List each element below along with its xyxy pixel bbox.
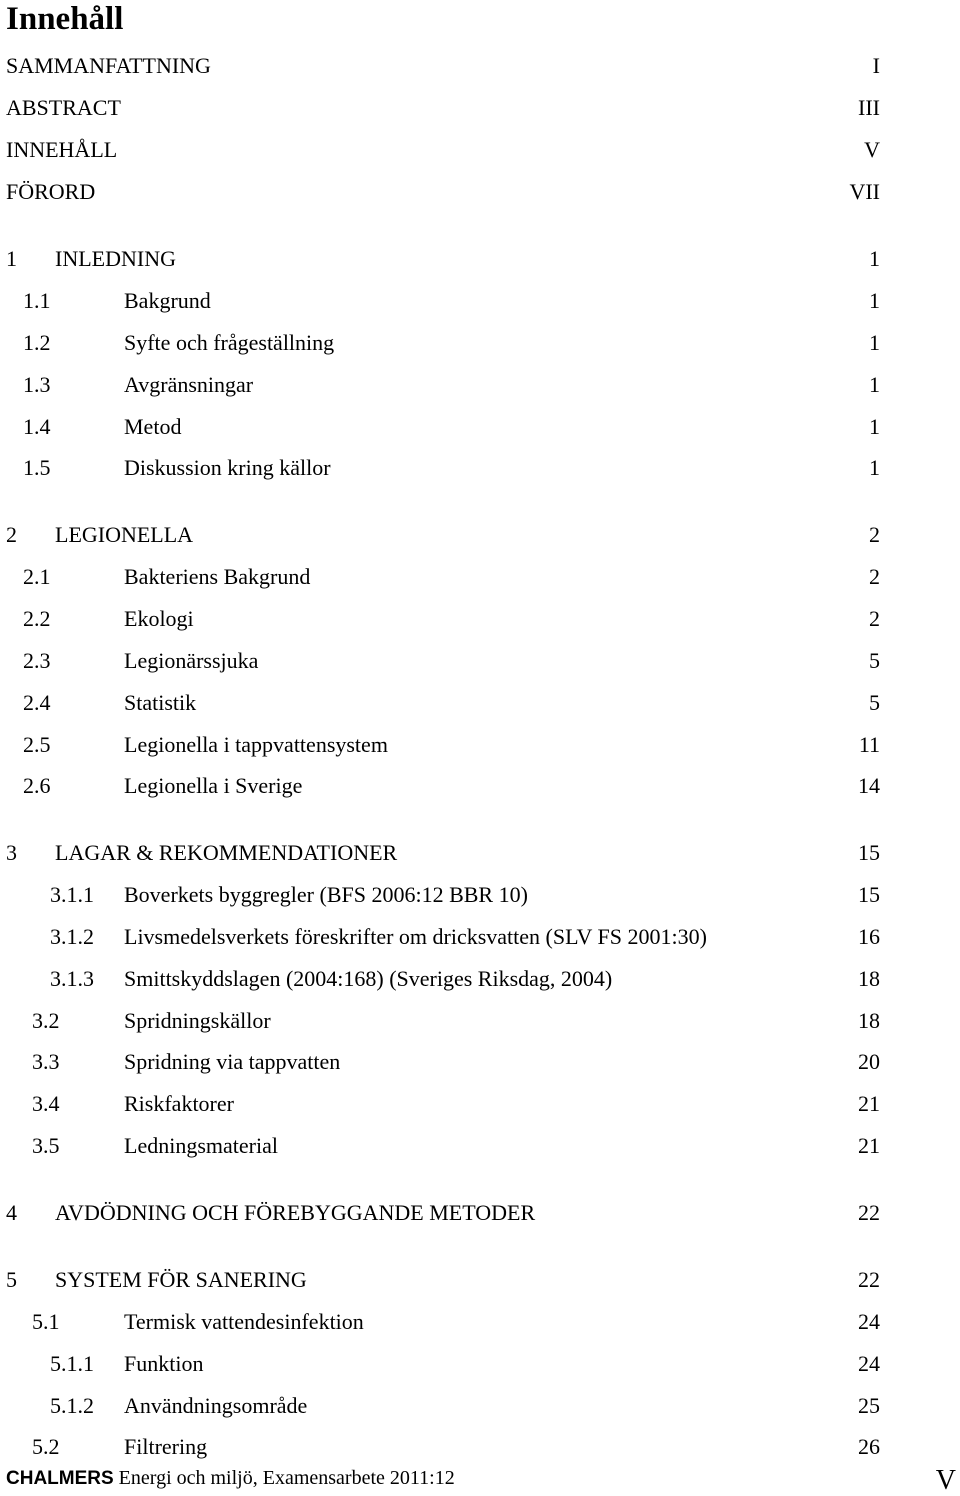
toc-entry-section[interactable] [0,688,960,718]
toc-entry-number: 1.3 [23,372,51,397]
toc-entry-number: 1 [6,246,17,271]
toc-entry-page: 16 [858,924,880,949]
toc-entry-page: 24 [858,1309,880,1334]
toc-entry-number: 1.1 [23,288,51,313]
toc-entry-number: 3.2 [32,1008,60,1033]
toc-entry-section[interactable] [0,771,960,801]
toc-entry-page: 18 [858,1008,880,1033]
toc-entry-number: 3.3 [32,1049,60,1074]
toc-entry-title: Avgränsningar [124,372,254,397]
toc-entry-title: INNEHÅLL [6,137,118,162]
toc-entry-chapter[interactable] [0,520,960,550]
toc-entry-page: 20 [858,1049,880,1074]
page-footer [6,1465,455,1492]
toc-entry-page: 5 [869,690,880,715]
toc-entry-number: 2.2 [23,606,51,631]
toc-entry-title: Filtrering [124,1434,208,1459]
toc-entry-number: 3 [6,840,17,865]
toc-entry-subsection[interactable] [0,1349,960,1379]
toc-entry-number: 3.1.2 [50,924,94,949]
toc-entry-number: 5.1.1 [50,1351,94,1376]
toc-entry-page: 24 [858,1351,880,1376]
toc-entry-title: ABSTRACT [6,95,121,120]
toc-entry-number: 5 [6,1267,17,1292]
toc-entry-number: 5.1.2 [50,1393,94,1418]
toc-entry-section[interactable] [0,1089,960,1119]
toc-entry-forord[interactable] [0,177,960,207]
toc-entry-number: 3.1.1 [50,882,94,907]
toc-entry-title: Smittskyddslagen (2004:168) (Sveriges Riksdag, 2004) [124,966,613,991]
toc-entry-page: 22 [858,1200,880,1225]
toc-entry-title: Syfte och frågeställning [124,330,335,355]
toc-entry-section[interactable] [0,453,960,483]
toc-entry-section[interactable] [0,604,960,634]
toc-entry-page: 22 [858,1267,880,1292]
toc-entry-page: 21 [858,1091,880,1116]
toc-entry-page: 1 [869,455,880,480]
toc-entry-section[interactable] [0,562,960,592]
toc-entry-innehall[interactable] [0,135,960,165]
toc-entry-title: Bakgrund [124,288,211,313]
toc-entry-page: 26 [858,1434,880,1459]
toc-entry-number: 5.1 [32,1309,60,1334]
toc-entry-title: Legionella i Sverige [124,773,303,798]
toc-entry-page: 2 [869,564,880,589]
toc-entry-number: 3.1.3 [50,966,94,991]
toc-entry-title: Statistik [124,690,197,715]
toc-entry-section[interactable] [0,1131,960,1161]
toc-entry-abstract[interactable] [0,93,960,123]
page-title: Innehåll [6,1,124,37]
toc-entry-section[interactable] [0,730,960,760]
toc-entry-chapter[interactable] [0,244,960,274]
toc-entry-section[interactable] [0,1307,960,1337]
toc-entry-title: Diskussion kring källor [124,455,331,480]
toc-entry-subsection[interactable] [0,1391,960,1421]
toc-entry-title: SYSTEM FÖR SANERING [55,1267,307,1292]
toc-entry-page: VII [849,179,880,204]
toc-entry-number: 3.5 [32,1133,60,1158]
toc-entry-page: 11 [858,732,880,757]
toc-entry-title: INLEDNING [55,246,176,271]
toc-entry-page: 25 [858,1393,880,1418]
toc-entry-title: AVDÖDNING OCH FÖREBYGGANDE METODER [55,1200,536,1225]
toc-entry-page: 21 [858,1133,880,1158]
toc-entry-number: 2.1 [23,564,51,589]
toc-entry-page: 15 [858,840,880,865]
toc-entry-title: Legionärssjuka [124,648,259,673]
toc-entry-number: 1.4 [23,414,51,439]
toc-entry-section[interactable] [0,370,960,400]
toc-entry-title: Ekologi [124,606,194,631]
toc-entry-section[interactable] [0,1047,960,1077]
footer-text: Energi och miljö, Examensarbete 2011:12 [113,1467,455,1489]
toc-entry-chapter[interactable] [0,1265,960,1295]
toc-entry-title: Ledningsmaterial [124,1133,278,1158]
toc-entry-chapter[interactable] [0,838,960,868]
toc-entry-title: Termisk vattendesinfektion [124,1309,364,1334]
toc-entry-number: 2 [6,522,17,547]
toc-entry-number: 2.5 [23,732,51,757]
toc-entry-title: SAMMANFATTNING [6,53,211,78]
toc-entry-number: 2.4 [23,690,51,715]
toc-entry-title: Användningsområde [124,1393,308,1418]
footer-page-number: V [935,1465,956,1496]
toc-entry-section[interactable] [0,328,960,358]
toc-entry-page: 2 [869,522,880,547]
toc-entry-title: Spridningskällor [124,1008,271,1033]
toc-entry-title: FÖRORD [6,179,96,204]
toc-entry-section[interactable] [0,412,960,442]
toc-entry-page: 1 [869,414,880,439]
toc-entry-title: Boverkets byggregler (BFS 2006:12 BBR 10) [124,882,528,907]
toc-entry-number: 1.5 [23,455,51,480]
toc-entry-title: LAGAR & REKOMMENDATIONER [55,840,398,865]
toc-entry-page: 1 [869,246,880,271]
toc-entry-title: LEGIONELLA [55,522,194,547]
footer-brand: CHALMERS [6,1468,114,1489]
toc-entry-page: V [864,137,880,162]
toc-entry-subsection[interactable] [0,964,960,994]
toc-entry-title: Riskfaktorer [124,1091,234,1116]
toc-entry-title: Spridning via tappvatten [124,1049,341,1074]
toc-entry-page: 2 [869,606,880,631]
toc-entry-section[interactable] [0,646,960,676]
toc-entry-page: III [858,95,880,120]
toc-entry-page: 1 [869,288,880,313]
toc-entry-section[interactable] [0,1432,960,1462]
toc-entry-page: 1 [869,372,880,397]
toc-entry-title: Livsmedelsverkets föreskrifter om dricksvatten (SLV FS 2001:30) [124,924,707,949]
toc-entry-chapter[interactable] [0,1198,960,1228]
toc-entry-title: Metod [124,414,182,439]
toc-entry-sammanfattning[interactable] [0,51,960,81]
toc-entry-page: 14 [858,773,880,798]
toc-entry-number: 2.6 [23,773,51,798]
toc-entry-page: 1 [869,330,880,355]
toc-entry-number: 1.2 [23,330,51,355]
toc-entry-page: 18 [858,966,880,991]
toc-entry-title: Bakteriens Bakgrund [124,564,311,589]
toc-entry-number: 4 [6,1200,17,1225]
toc-entry-number: 2.3 [23,648,51,673]
toc-entry-subsection[interactable] [0,880,960,910]
toc-entry-title: Legionella i tappvattensystem [124,732,388,757]
toc-entry-number: 5.2 [32,1434,60,1459]
toc-entry-title: Funktion [124,1351,204,1376]
toc-entry-page: I [872,53,880,78]
toc-entry-page: 15 [858,882,880,907]
toc-entry-section[interactable] [0,1006,960,1036]
toc-entry-number: 3.4 [32,1091,60,1116]
toc-entry-subsection[interactable] [0,922,960,952]
toc-entry-section[interactable] [0,286,960,316]
toc-entry-page: 5 [869,648,880,673]
